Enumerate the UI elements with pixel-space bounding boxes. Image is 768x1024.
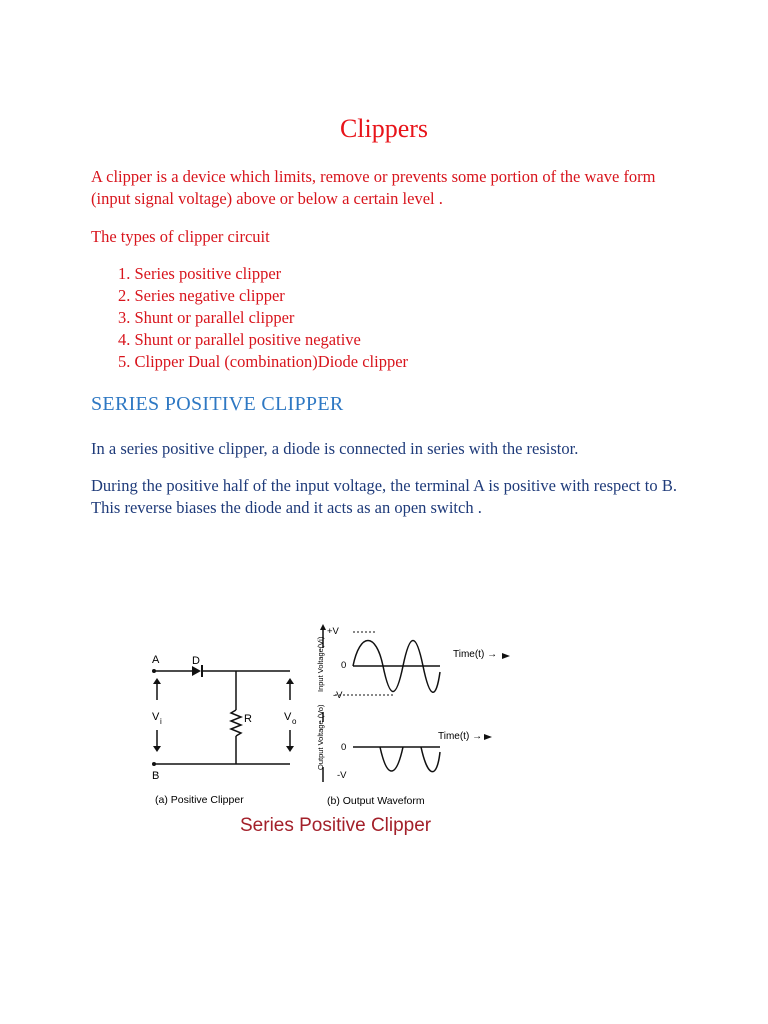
- plus-v-label: +V: [327, 626, 339, 637]
- caption-output-waveform: (b) Output Waveform: [327, 795, 425, 807]
- circuit-figure: [140, 612, 540, 842]
- input-voltage-subscript: i: [160, 717, 162, 726]
- list-item: 2. Series negative clipper: [118, 286, 285, 305]
- diode-label: D: [192, 655, 200, 667]
- minus-v-bottom-label: -V: [337, 770, 347, 781]
- minus-v-top-label: -V: [333, 690, 343, 701]
- list-item: 4. Shunt or parallel positive negative: [118, 330, 361, 349]
- input-axis-label: Input Voltage(Vi): [316, 636, 325, 692]
- figure-caption: Series Positive Clipper: [240, 815, 432, 836]
- zero-top-label: 0: [341, 660, 347, 671]
- intro-paragraph: A clipper is a device which limits, remove or prevents some portion of the wave form (input signal voltage) above or below a certain level .: [91, 167, 656, 208]
- caption-positive-clipper: (a) Positive Clipper: [155, 794, 244, 806]
- diode-icon: [192, 666, 201, 676]
- list-item: 1. Series positive clipper: [118, 264, 282, 283]
- paragraph-series: In a series positive clipper, a diode is connected in series with the resistor.: [91, 439, 579, 458]
- paragraph-positive-half: During the positive half of the input voltage, the terminal A is positive with respect to B. This reverse biases the diode and it acts as an open switch .: [91, 476, 677, 517]
- time-top-label: Time(t) →: [453, 649, 498, 660]
- types-intro: The types of clipper circuit: [91, 227, 270, 246]
- output-axis-label: Output Voltage (Vo): [316, 704, 325, 770]
- list-item: 5. Clipper Dual (combination)Diode clipper: [118, 352, 409, 371]
- resistor-label: R: [244, 713, 252, 725]
- zero-bottom-label: 0: [341, 742, 347, 753]
- output-voltage-subscript: o: [292, 717, 297, 726]
- time-bottom-label: Time(t) →: [438, 731, 483, 742]
- input-voltage-label: V: [152, 711, 160, 723]
- output-voltage-label: V: [284, 711, 292, 723]
- types-list: [118, 263, 408, 373]
- page-title: Clippers: [339, 114, 429, 143]
- section-heading: SERIES POSITIVE CLIPPER: [91, 393, 344, 415]
- terminal-a-label: A: [152, 654, 160, 666]
- terminal-b-label: B: [152, 770, 160, 782]
- list-item: 3. Shunt or parallel clipper: [118, 308, 295, 327]
